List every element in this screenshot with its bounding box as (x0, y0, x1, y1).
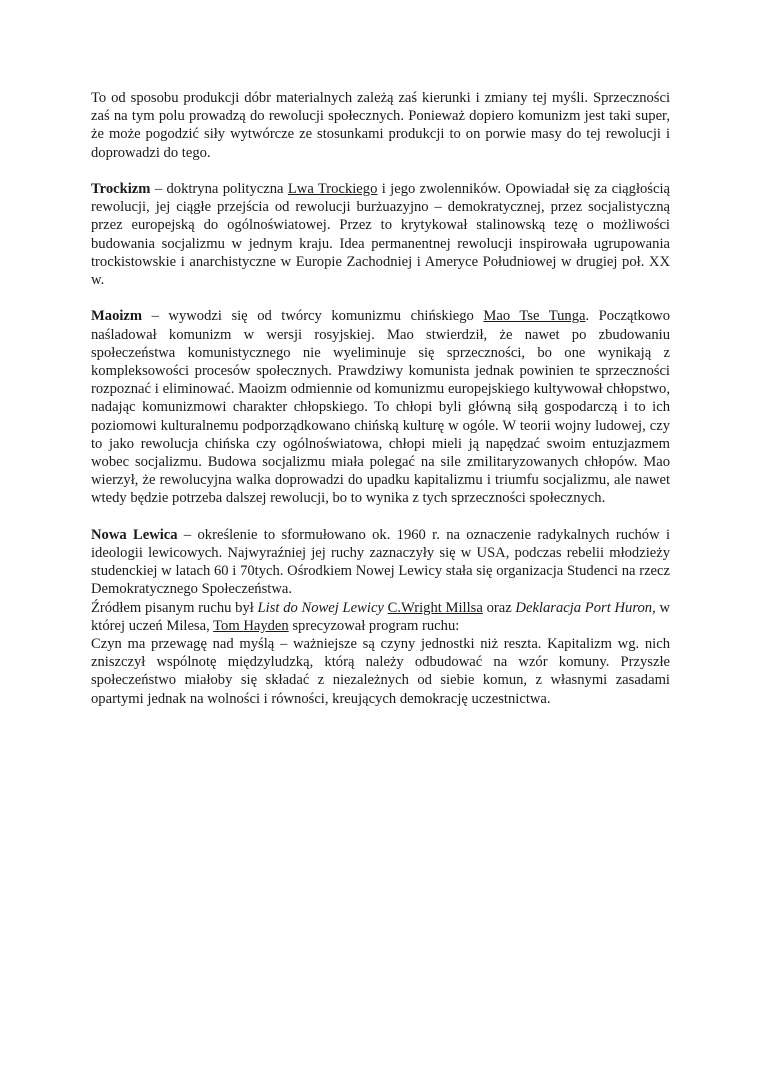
trockizm-text-1: – doktryna polityczna (150, 181, 288, 197)
trockizm-text-2: i jego zwolenników. Opowiadał się za ciągłością rewolucji, jej ciągłe przejścia od rewolucji burżuazyjno – demokratycznej, przez socjalistyczną przez europejską do ogólnoświatowej. Przez to krytykował stalinowską tezę o możliwości budowania socjalizmu w jednym kraju. Idea permanentnej rewolucji inspirowała ugrupowania trockistowskie i anarchistyczne w Europie Zachodniej i Ameryce Południowej w drugiej poł. XX w. (91, 181, 670, 289)
nowa-lewica-paragraph (91, 526, 670, 599)
intro-text: To od sposobu produkcji dóbr materialnych zależą zaś kierunki i zmiany tej myśli. Sprzeczności zaś na tym polu prowadzą do rewolucji społecznych. Ponieważ dopiero komunizm jest taki super, że może pogodzić siły wytwórcze ze stosunkami produkcji to on porwie masy do tej rewolucji i doprowadzi do tego. (91, 90, 670, 161)
hayden-link[interactable]: Tom Hayden (213, 617, 289, 634)
mao-link[interactable]: Mao Tse Tunga (483, 308, 586, 325)
list-title: List do Nowej Lewicy (257, 599, 384, 616)
trocki-link[interactable]: Lwa Trockiego (287, 181, 378, 197)
nowa-lewica-sources-paragraph (91, 599, 670, 635)
nowa-lewica-program-paragraph (91, 635, 670, 708)
nowa-lewica-text-1: – określenie to sformułowano ok. 1960 r. na oznaczenie radykalnych ruchów i ideologii lewicowych. Najwyraźniej jej ruchy zaznaczyły się w USA, podczas rebelii młodzieży studenckiej w latach 60 i 70tych. Ośrodkiem Nowej Lewicy stała się organizacja Studenci na rzecz Demokratycznego Społeczeństwa. (91, 526, 670, 598)
nowa-lewica-term: Nowa Lewica (91, 526, 178, 543)
intro-paragraph (91, 89, 670, 162)
sources-text-1: Źródłem pisanym ruchu był (91, 599, 258, 616)
program-text: Czyn ma przewagę nad myślą – ważniejsze są czyny jednostki niż reszta. Kapitalizm wg. nich zniszczył wspólnotę międzyludzką, którą należy odbudować na wzór komuny. Przyszłe społeczeństwo miałoby się składać z niezależnych od siebie komun, z własnymi zasadami opartymi jednak na wolności i równości, kreujących demokrację uczestnictwa. (91, 636, 670, 707)
maoizm-paragraph (91, 307, 670, 507)
maoizm-text-2: . Początkowo naśladował komunizm w wersji rosyjskiej. Mao stwierdził, że nawet po zbudowaniu społeczeństwa komunistycznego nie wyeliminuje się sprzeczności, bo one wynikają z kompleksowości procesów społecznych. Prawdziwy komunista jednak powinien te sprzeczności rozpoznać i eliminować. Maoizm odmiennie od komunizmu europejskiego kultywował chłopstwo, nadając komunizmowi charakter chłopskiego. To chłopi byli główną siłą gospodarczą i to ich poziomowi kulturalnemu podporządkowano chińską kulturę w ogóle. W teorii wojny ludowej, czy to jako rewolucja chińska czy ogólnoświatowa, chłopi mieli ją napędzać swoim entuzjazmem wobec socjalizmu. Budowa socjalizmu miała polegać na sile zmilitaryzowanych chłopów. Mao wierzył, że rewolucyjna walka doprowadzi do upadku kapitalizmu i triumfu socjalizmu, ale nawet wtedy będzie potrzeba dalszej rewolucji, bo to wynika z tych sprzeczności społecznych. (91, 308, 670, 507)
document-page (91, 89, 670, 708)
trockizm-paragraph (91, 180, 670, 289)
sources-text-3: oraz (482, 599, 516, 616)
mills-link[interactable]: C.Wright Millsa (387, 599, 483, 616)
sources-text-5: sprecyzował program ruchu: (288, 617, 460, 634)
maoizm-term: Maoizm (91, 308, 143, 325)
trockizm-term: Trockizm (91, 181, 151, 197)
port-huron-title: Deklaracja Port Huron (515, 599, 653, 616)
sources-text-4: , w której uczeń Milesa, (91, 599, 670, 634)
maoizm-text-1: – wywodzi się od twórcy komunizmu chińskiego (142, 308, 484, 325)
